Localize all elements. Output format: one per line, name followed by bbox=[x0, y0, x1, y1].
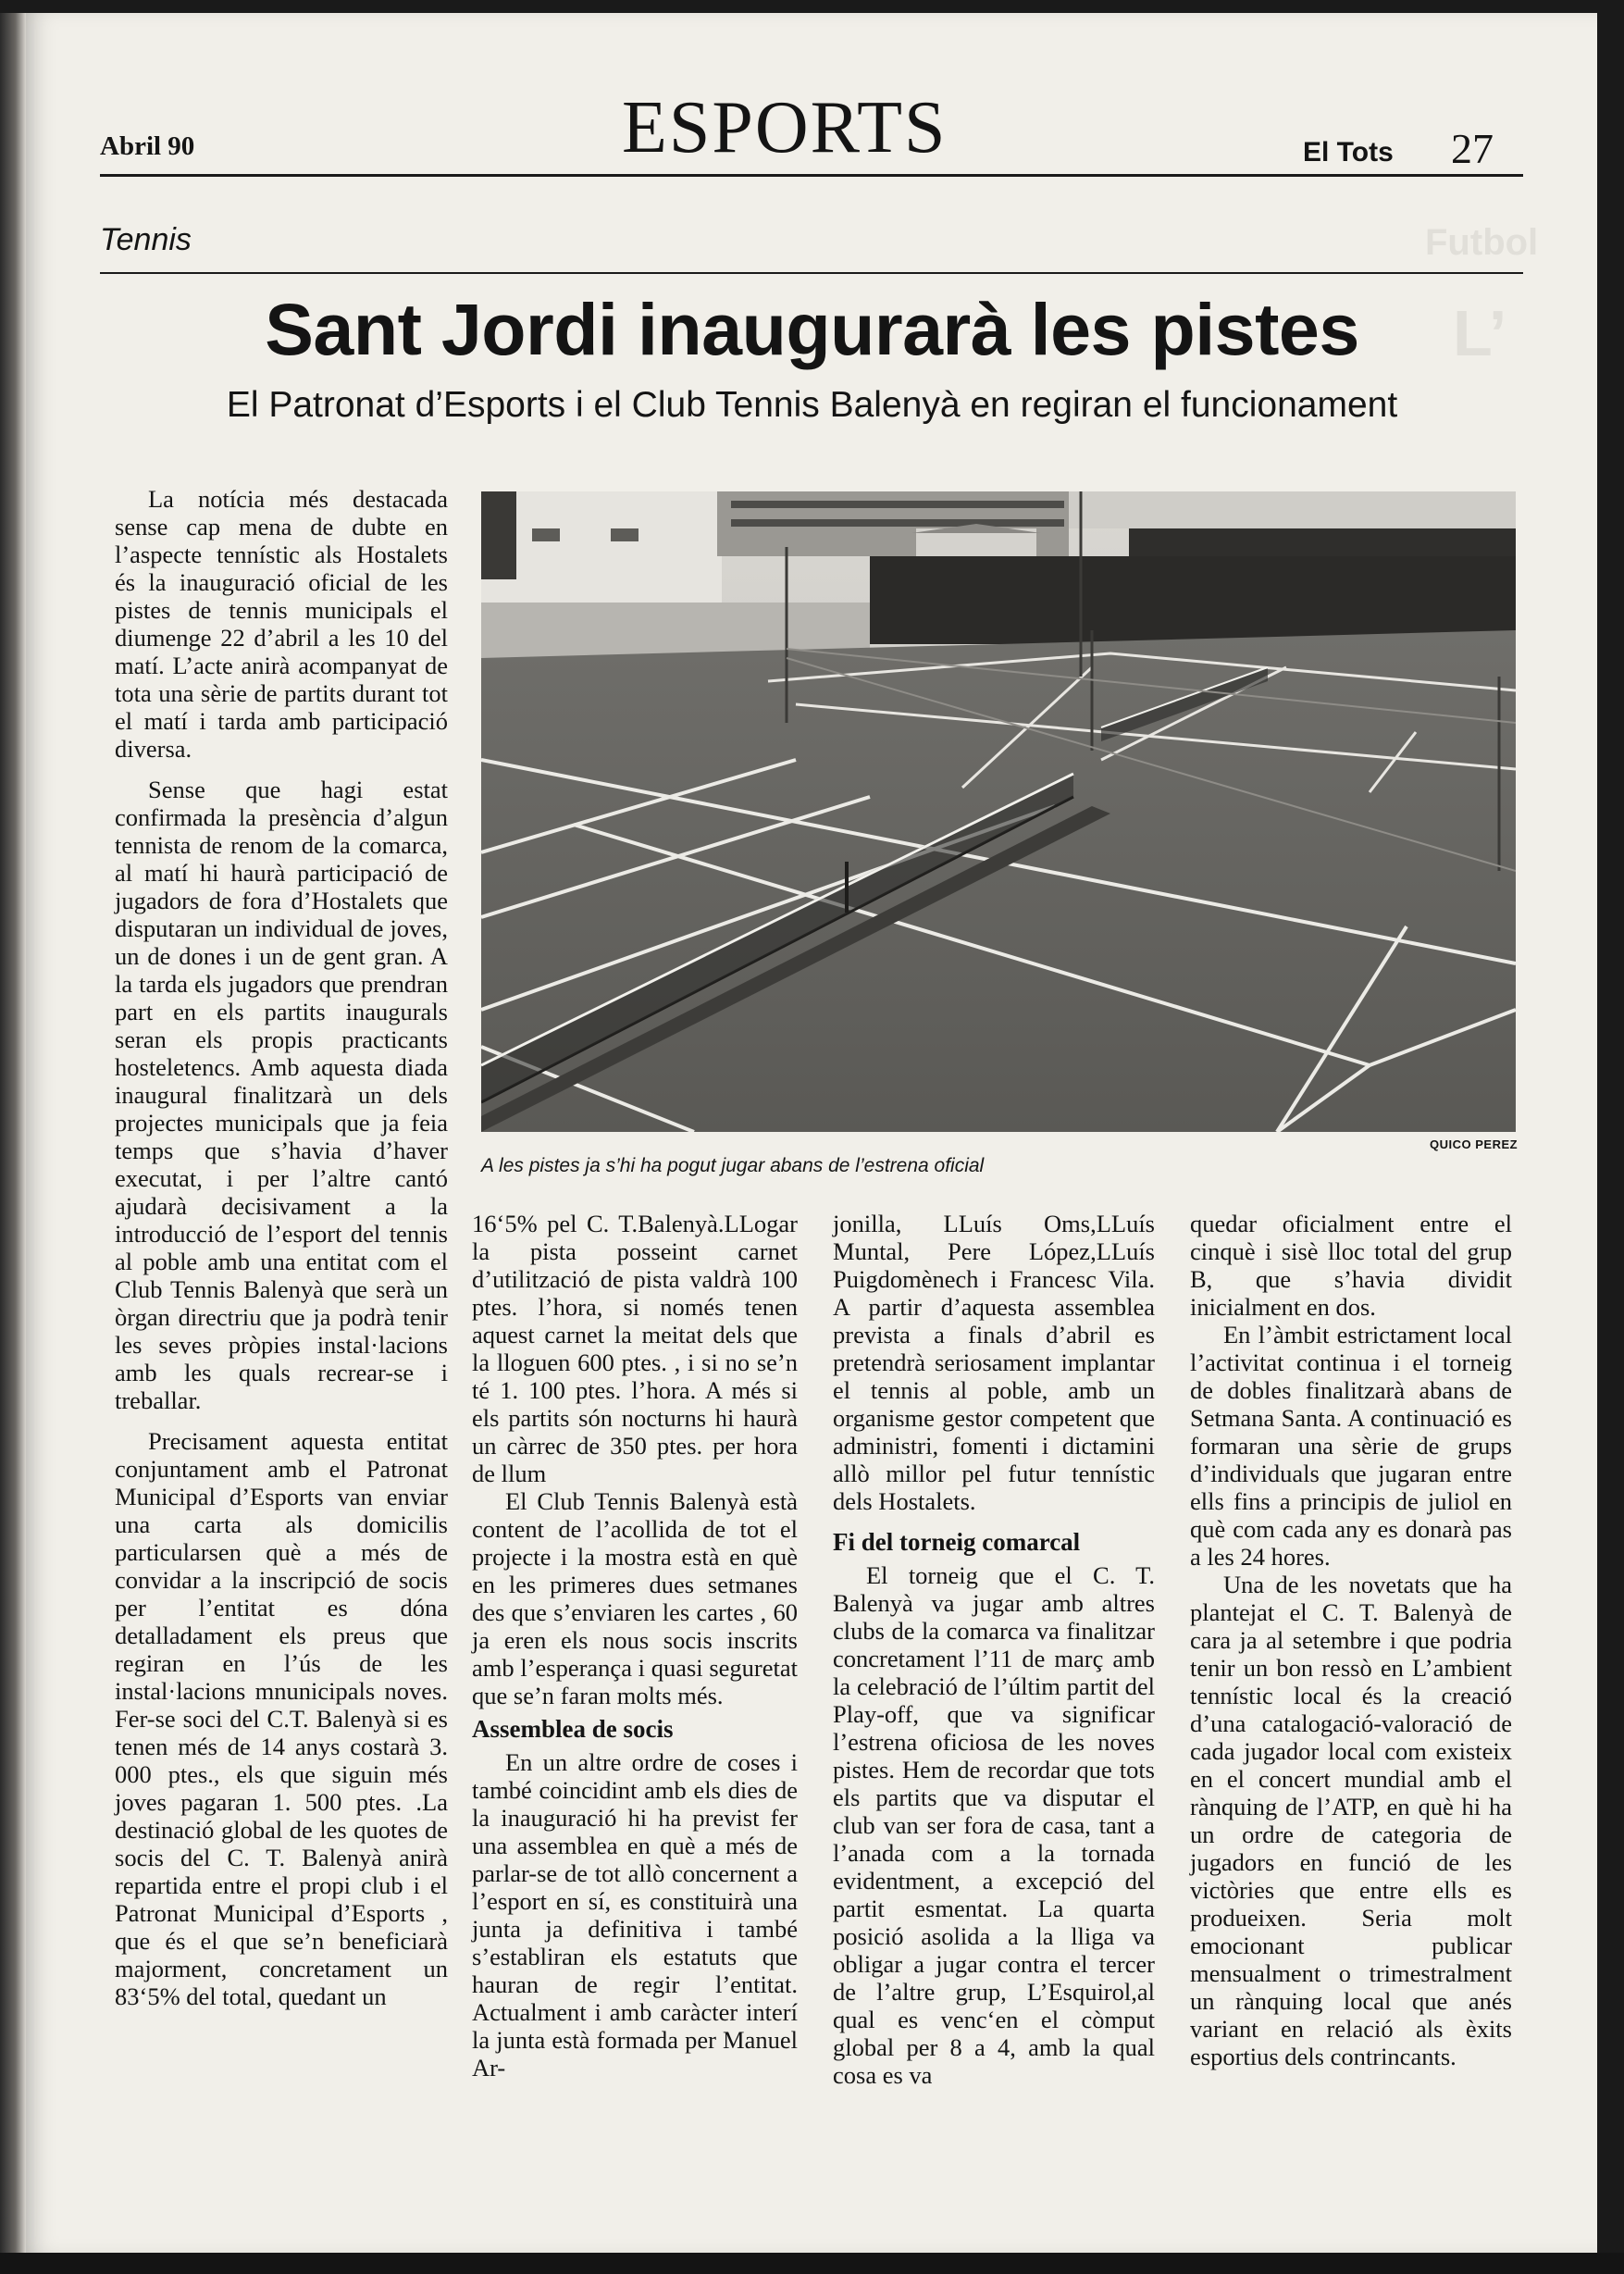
paragraph: En l’àmbit estrictament local l’activitat continua i el torneig de dobles finalitzarà abans de Setmana Santa. A continuació es formaran una sèrie de grups d’individuals que jugaran entre ells fins a principis de juliol en què com cada any es donarà pas a les 24 hores. bbox=[1190, 1321, 1512, 1571]
paragraph: quedar oficialment entre el cinquè i sisè lloc total del grup B, que s’havia dividit inicialment en dos. bbox=[1190, 1210, 1512, 1321]
paragraph: El torneig que el C. T. Balenyà va jugar amb altres clubs de la comarca va finalitzar concretament l’11 de març amb la celebració de l’últim partit del Play-off, que va significar l’estrena oficiosa de les noves pistes. Hem de recordar que tots els partits que va disputar el club van ser fora de casa, tant a l’anada com a la tornada evidentment, a excepció del partit esmentat. La quarta posició asolida a la lliga va obligar a jugar contra el tercer de l’altre grup, L’Esquirol,al qual es venc‘en el còmput global per 8 a 4, amb la qual cosa es va bbox=[833, 1561, 1155, 2089]
issue-date: Abril 90 bbox=[100, 131, 195, 161]
article-column-4 bbox=[1190, 1210, 1512, 2070]
article-column-3 bbox=[833, 1210, 1155, 2089]
section-label: Tennis bbox=[100, 222, 192, 257]
paragraph: La notícia més destacada sense cap mena de dubte en l’aspecte tennístic als Hostalets és la inauguració oficial de les pistes de tennis municipals el diumenge 22 d’abril a les 10 del matí. L’acte anirà acompanyat de tota una sèrie de partits durant tot el matí i tarda amb participació diversa. bbox=[115, 485, 448, 763]
paragraph: Precisament aquesta entitat conjuntament amb el Patronat Municipal d’Esports van enviar una carta als domicilis particularsen què a més de convidar a la inscripció de socis per l’entitat es dóna detalladament els preus que regiran en l’ús de les instal·lacions mnunicipals noves. Fer-se soci del C.T. Balenyà si es tenen més de 14 anys costarà 3. 000 ptes., els que siguin més joves pagaran 1. 500 ptes. .La destinació global de les quotes de socis del C. T. Balenyà anirà repartida entre el propi club i el Patronat Municipal d’Esports , que és el que se’n beneficiarà majorment, concretament un 83‘5% del total, quedant un bbox=[115, 1427, 448, 2010]
paragraph: El Club Tennis Balenyà està content de l’acollida de tot el projecte i la mostra està en què en les primeres dues setmanes des que s’enviaren les cartes , 60 ja eren els nous socis inscrits amb l’esperança i quasi seguretat que se’n faran molts més. bbox=[472, 1487, 798, 1709]
paragraph: jonilla, LLuís Oms,LLuís Muntal, Pere López,LLuís Puigdomènech i Francesc Vila. A partir d’aquesta assemblea prevista a finals d’abril es pretendrà seriosament implantar el tennis al poble, amb un organisme gestor competent que administri, fomenti i dictamini allò millor pel futur tennístic dels Hostalets. bbox=[833, 1210, 1155, 1515]
header-rule bbox=[100, 174, 1523, 177]
publication-name: El Tots bbox=[1303, 137, 1394, 168]
scan-bottom-edge bbox=[0, 2253, 1624, 2274]
subsection-heading: Fi del torneig comarcal bbox=[833, 1528, 1081, 1556]
section-rule bbox=[100, 272, 1523, 274]
photo-caption: A les pistes ja s’hi ha pogut jugar abans de l’estrena oficial bbox=[481, 1155, 985, 1176]
article-subheadline: El Patronat d’Esports i el Club Tennis Balenyà en regiran el funcionament bbox=[226, 385, 1398, 425]
tennis-courts-photo bbox=[481, 491, 1516, 1132]
paragraph: Una de les novetats que ha plantejat el C. T. Balenyà de cara ja al setembre i que podria tenir un bon ressò en L’ambient tennístic local és la creació d’una catalogació-valoració de cada jugador local com existeix en el concert mundial amb el rànquing de l’ATP, en què hi ha un ordre de categoria de jugadors en funció de les victòries que entre ells es produeixen. Seria molt emocionant publicar mensualment o trimestralment un rànquing local que anés variant en relació als èxits esportius dels contrincants. bbox=[1190, 1571, 1512, 2070]
paragraph: En un altre ordre de coses i també coincidint amb els dies de la inauguració hi ha previst fer una assemblea en què a més de parlar-se de tot allò concernent a l’esport en sí, es constituirà una junta ja definitiva i també s’establiran els estatuts que hauran de regir l’entitat. Actualment i amb caràcter interí la junta està formada per Manuel Ar- bbox=[472, 1748, 798, 2081]
subsection-heading: Assemblea de socis bbox=[472, 1715, 674, 1743]
paragraph: Sense que hagi estat confirmada la presència d’algun tennista de renom de la comarca, al matí hi haurà participació de jugadors de fora d’Hostalets que disputaran un individual de joves, un de dones i un de gent gran. A la tarda els jugadors que prendran part en els partits inaugurals seran els propis practicants hosteletencs. Amb aquesta diada inaugural finalitzarà un dels projectes municipals que ja feia temps que s’havia d’haver executat, i per l’altre cantó ajudarà decisivament a la introducció de l’esport del tennis al poble amb una entitat com el Club Tennis Balenyà que serà un òrgan directriu que ja podrà tenir les seves pròpies instal·lacions amb les quals recrear-se i treballar. bbox=[115, 776, 448, 1414]
paragraph: 16‘5% pel C. T.Balenyà.LLogar la pista posseint carnet d’utilització de pista valdrà 100 ptes. l’hora, si només tenen aquest carnet la meitat dels que la lloguen 600 ptes. , i si no se’n té 1. 100 ptes. l’hora. A més si els partits són nocturns hi haurà un càrrec de 350 ptes. per hora de llum bbox=[472, 1210, 798, 1487]
page-number: 27 bbox=[1451, 125, 1494, 172]
article-column-1 bbox=[115, 485, 448, 2010]
article-column-2 bbox=[472, 1210, 798, 2081]
article-headline: Sant Jordi inaugurarà les pistes bbox=[265, 288, 1359, 370]
section-title: ESPORTS bbox=[622, 87, 948, 168]
photo-credit: QUICO PEREZ bbox=[1430, 1137, 1519, 1151]
